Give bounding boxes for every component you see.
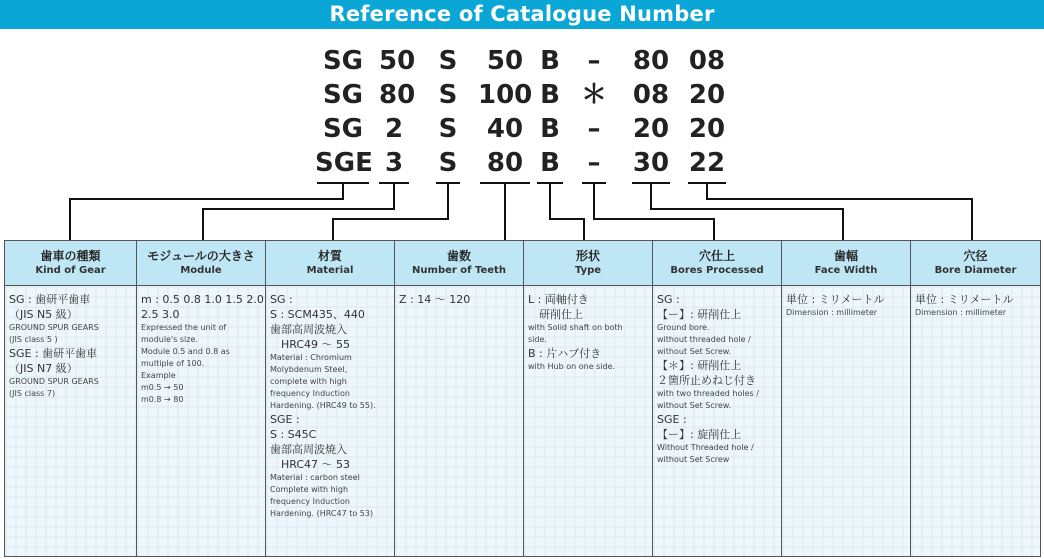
cell-line: Material : carbon steel	[270, 473, 360, 482]
module-code: 3	[384, 148, 404, 178]
page-title: Reference of Catalogue Number	[0, 0, 1044, 29]
cell-line: Hardening. (HRC47 to 53)	[270, 509, 374, 518]
cell-line: 歯部高周波焼入	[270, 323, 347, 336]
type-code: B	[540, 114, 560, 144]
cell-line: module's size.	[141, 335, 198, 344]
header-material: 材質 Material	[266, 241, 395, 286]
cell-line: SGE : 歯研平歯車	[9, 347, 98, 360]
bore-process-code: ＊	[580, 80, 607, 110]
cell-line: with Solid shaft on both	[528, 323, 623, 332]
bore-diameter-code: 20	[688, 80, 726, 110]
cell-line: side.	[528, 335, 547, 344]
cell-line: 研削仕上	[528, 308, 583, 321]
face-width-code: 20	[632, 114, 670, 144]
catalogue-spec-table	[4, 240, 1041, 557]
cell-line: Module 0.5 and 0.8 as	[141, 347, 230, 356]
type-code: B	[540, 46, 560, 76]
cell-line: HRC47 ～ 53	[270, 458, 351, 471]
bore-diameter-code: 08	[688, 46, 726, 76]
gear-kind-code: SG	[322, 114, 364, 144]
bore-process-code: –	[587, 114, 601, 144]
cell-bores-processed	[653, 286, 782, 557]
module-code: 2	[384, 114, 404, 144]
header-type: 形状 Type	[524, 241, 653, 286]
table-header-row	[5, 241, 1041, 286]
cell-line: （JIS N7 級）	[9, 362, 78, 375]
cell-line: Dimension : millimeter	[915, 308, 1007, 317]
cell-line: GROUND SPUR GEARS	[9, 323, 99, 332]
cell-line: frequency Induction	[270, 389, 350, 398]
cell-number-of-teeth	[395, 286, 524, 557]
header-number-of-teeth: 歯数 Number of Teeth	[395, 241, 524, 286]
type-code: B	[540, 148, 560, 178]
cell-line: HRC49 ～ 55	[270, 338, 351, 351]
cell-line: S : SCM435、440	[270, 308, 365, 321]
gear-kind-code: SG	[322, 46, 364, 76]
cell-line: Z : 14 ～ 120	[399, 293, 471, 306]
gear-kind-code: SGE	[315, 148, 373, 178]
cell-line: GROUND SPUR GEARS	[9, 377, 99, 386]
face-width-code: 80	[632, 46, 670, 76]
header-bores-processed: 穴仕上 Bores Processed	[653, 241, 782, 286]
cell-face-width	[782, 286, 911, 557]
cell-line: SG :	[270, 293, 293, 306]
cell-line: 単位 : ミリメートル	[786, 293, 885, 306]
module-code: 80	[379, 80, 416, 110]
cell-module	[137, 286, 266, 557]
cell-line: Expressed the unit of	[141, 323, 227, 332]
cell-bore-diameter	[911, 286, 1041, 557]
cell-line: Material : Chromium	[270, 353, 352, 362]
cell-line: SGE :	[657, 413, 687, 426]
cell-line: m0.5 → 50	[141, 383, 184, 392]
cell-line: SGE :	[270, 413, 300, 426]
gear-kind-code: SG	[322, 80, 364, 110]
material-code: S	[438, 114, 458, 144]
cell-line: （JIS N5 級）	[9, 308, 78, 321]
bore-diameter-code: 20	[688, 114, 726, 144]
cell-line: ２箇所止めねじ付き	[657, 374, 756, 387]
cell-line: Example	[141, 371, 176, 380]
cell-line: Without Threaded hole /	[657, 443, 754, 452]
teeth-code: 80	[486, 148, 524, 178]
cell-type	[524, 286, 653, 557]
cell-line: (JIS class 7)	[9, 389, 56, 398]
cell-line: with two threaded holes /	[657, 389, 759, 398]
teeth-code: 50	[486, 46, 524, 76]
module-code: 50	[379, 46, 416, 76]
cell-line: B : 片ハブ付き	[528, 347, 602, 360]
table-row	[5, 286, 1041, 557]
cell-line: m : 0.5 0.8 1.0 1.5 2.0	[141, 293, 264, 306]
connector-lines	[0, 0, 1044, 245]
cell-line: SG : 歯研平歯車	[9, 293, 91, 306]
cell-line: without threaded hole /	[657, 335, 751, 344]
material-code: S	[438, 80, 458, 110]
type-code: B	[540, 80, 560, 110]
cell-line: 【＊】: 研削仕上	[657, 359, 742, 372]
cell-line: 【ー】: 旋削仕上	[657, 428, 742, 441]
cell-line: without Set Screw.	[657, 401, 732, 410]
cell-line: 歯部高周波焼入	[270, 443, 347, 456]
cell-line: L : 両軸付き	[528, 293, 589, 306]
cell-line: Molybdenum Steel,	[270, 365, 348, 374]
material-code: S	[438, 46, 458, 76]
teeth-code: 100	[478, 80, 533, 110]
cell-material	[266, 286, 395, 557]
cell-line: complete with high	[270, 377, 347, 386]
cell-line: Complete with high	[270, 485, 349, 494]
teeth-code: 40	[486, 114, 524, 144]
bore-diameter-code: 22	[688, 148, 726, 178]
cell-line: Dimension : millimeter	[786, 308, 878, 317]
header-kind-of-gear: 歯車の種類 Kind of Gear	[5, 241, 137, 286]
cell-line: 2.5 3.0	[141, 308, 180, 321]
material-code: S	[438, 148, 458, 178]
cell-line: frequency Induction	[270, 497, 350, 506]
header-face-width: 歯幅 Face Width	[782, 241, 911, 286]
cell-line: SG :	[657, 293, 680, 306]
face-width-code: 30	[632, 148, 670, 178]
cell-line: without Set Screw	[657, 455, 730, 464]
face-width-code: 08	[632, 80, 670, 110]
cell-line: Ground bore.	[657, 323, 710, 332]
cell-line: 【ー】: 研削仕上	[657, 308, 742, 321]
header-module: モジュールの大きさ Module	[137, 241, 266, 286]
cell-line: 単位 : ミリメートル	[915, 293, 1014, 306]
header-bore-diameter: 穴径 Bore Diameter	[911, 241, 1041, 286]
cell-line: m0.8 → 80	[141, 395, 184, 404]
cell-line: (JIS class 5 )	[9, 335, 58, 344]
cell-line: multiple of 100.	[141, 359, 205, 368]
cell-line: Hardening. (HRC49 to 55).	[270, 401, 376, 410]
cell-kind-of-gear	[5, 286, 137, 557]
cell-line: without Set Screw.	[657, 347, 732, 356]
bore-process-code: –	[587, 46, 601, 76]
cell-line: with Hub on one side.	[528, 362, 616, 371]
bore-process-code: –	[587, 148, 601, 178]
cell-line: S : S45C	[270, 428, 317, 441]
